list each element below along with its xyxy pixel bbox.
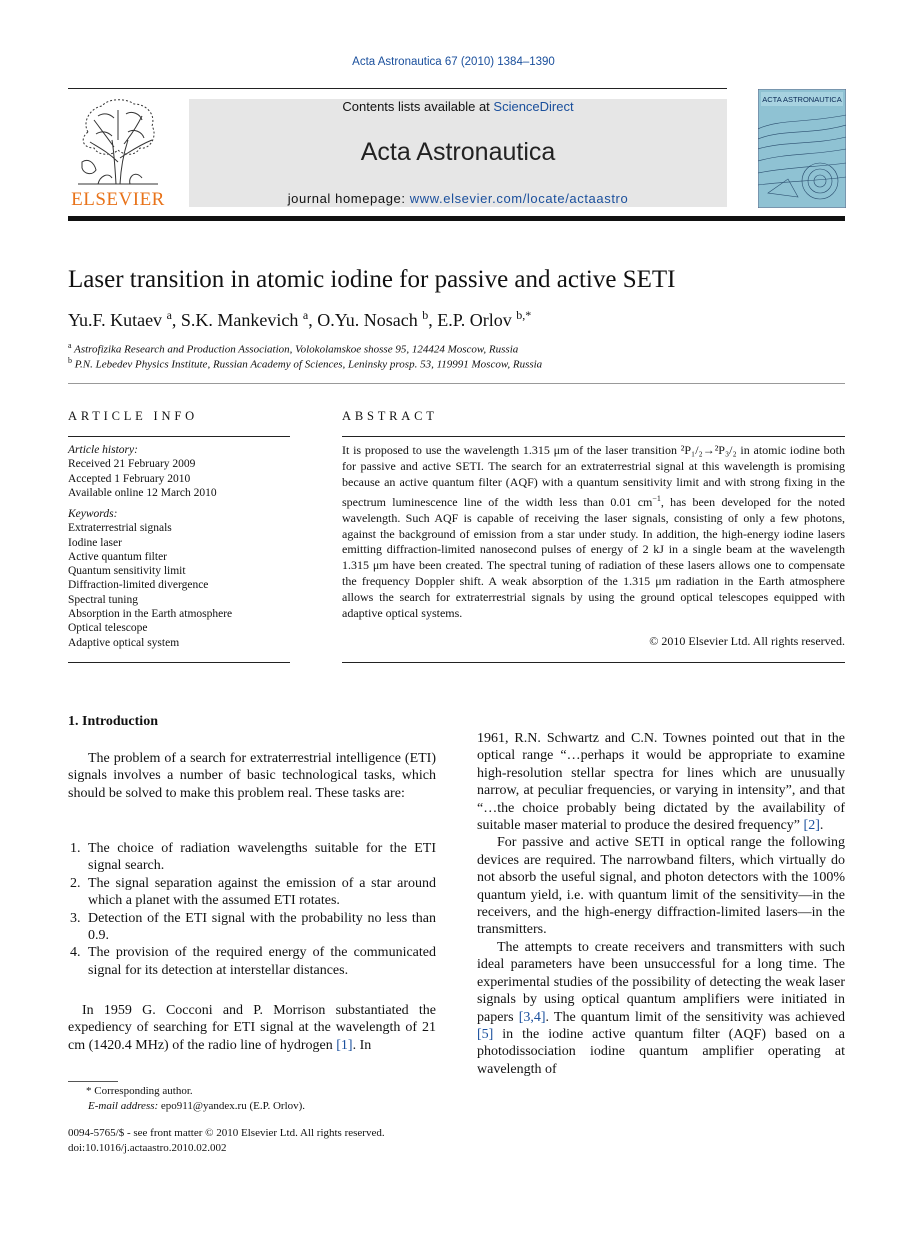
journal-homepage [189,191,727,206]
masthead-rule [68,88,727,89]
abstract-heading: ABSTRACT [342,409,438,423]
paragraph [477,939,845,1078]
issn-line: 0094-5765/$ - see front matter © 2010 Elsevier Ltd. All rights reserved. [68,1127,385,1139]
list-item-text: The provision of the required energy of the communicated signal for its detection at interstellar distances. [88,945,436,978]
keyword: Diffraction-limited divergence [68,579,209,592]
list-item [68,840,436,875]
task-list [68,840,436,979]
affiliation-text: P.N. Lebedev Physics Institute, Russian Academy of Sciences, Leninsky prosp. 53, 119991 Moscow, Russia [74,358,543,371]
affiliation-text: Astrofizika Research and Production Association, Volokolamskoe shosse 95, 124424 Moscow, Russia [74,343,519,356]
author-name[interactable]: S.K. Mankevich [180,310,299,330]
elsevier-logo-text: ELSEVIER [71,189,165,210]
divider [342,436,845,437]
list-number: 4. [70,945,81,961]
affiliation-sup: b [68,356,72,365]
journal-cover-image [758,89,846,208]
author-name[interactable]: O.Yu. Nosach [317,310,418,330]
footnote [68,1084,305,1114]
author-affiliation-sup: b [422,308,429,322]
contents-line [189,99,727,114]
divider [68,436,290,437]
paragraph-text: 1961, R.N. Schwartz and C.N. Townes pointed out that in the optical range “…perhaps it would be appropriate to examine high-resolution stellar spectra for lines which are unusually narrow, at peculiar frequencies, or varying in intensity”, and that “…the choice probably being dictated by the availability of suitable maser material to produce the desired frequency” [477,731,845,834]
laser-transition: ²P₁/₂→²P₃/₂ [680,443,737,457]
abstract-part: , has been developed for the noted wavelength. Such AQF is capable of receiving the laser signals, consisting of only a few photons, against the background of emission from a star under study. In addition, the high-energy iodine lasers emitting diffraction-limited nanosecond pulses of energy of 2 kJ in a single beam at the wavelength 1.315 μm have been created. The spectral tuning of radiation of these lasers allows one to compensate the frequency Doppler shift. A weak absorption of the 1.315 μm radiation in the Earth atmosphere allows the search for extraterrestrial signals by using the ground optical telescopes equipped with adaptive optical systems. [342,494,845,621]
journal-citation[interactable]: Acta Astronautica 67 (2010) 1384–1390 [352,56,555,68]
history-received: Received 21 February 2009 [68,458,196,471]
sciencedirect-link[interactable]: ScienceDirect [493,99,574,114]
list-number: 2. [70,875,81,891]
paragraph [68,1002,436,1054]
article-history [68,443,217,500]
abstract-copyright: © 2010 Elsevier Ltd. All rights reserved. [649,634,845,648]
homepage-prefix: journal homepage: [287,191,410,206]
divider [342,662,845,663]
email-label: E-mail address: [88,1100,159,1112]
homepage-link[interactable]: www.elsevier.com/locate/actaastro [409,191,629,206]
list-item-text: The signal separation against the emission of a star around which a planet with the assumed ETI rotates. [88,875,436,909]
history-label: Article history: [68,444,138,456]
section-heading: 1. Introduction [68,714,158,729]
affiliation-a [68,341,518,356]
abstract-text [342,443,845,622]
abstract-part: It is proposed to use the wavelength 1.315 μm of the laser transition [342,443,681,457]
citation-link[interactable]: [1] [336,1037,353,1053]
list-item [68,875,436,910]
masthead-thick-rule [68,216,845,221]
email-address[interactable]: epo911@yandex.ru (E.P. Orlov). [158,1100,306,1112]
list-item [68,944,436,979]
keyword: Absorption in the Earth atmosphere [68,608,233,621]
article-info-heading: ARTICLE INFO [68,409,198,423]
corresponding-author-note: * Corresponding author. [86,1085,193,1097]
list-item-text: The choice of radiation wavelengths suitable for the ETI signal search. [88,841,436,874]
affiliation-sup: a [68,341,72,350]
divider [68,662,290,663]
unit-superscript: −1 [652,493,661,503]
list-item-text: Detection of the ETI signal with the probability no less than 0.9. [88,910,436,944]
citation-link[interactable]: [5] [477,1026,494,1042]
keyword: Optical telescope [68,622,148,635]
paragraph-text: . The quantum limit of the sensitivity was achieved [545,1009,845,1025]
list-number: 1. [70,841,81,856]
paragraph [477,730,845,834]
abstract-part: in atomic iodine both for passive and active SETI. The search for an extraterrestrial signal at this wavelength is promising because an active quantum filter (AQF) with a quantum sensitivity limit and with strong fixing in the spectrum luminescence line of the width less than 0.01 cm [342,443,845,509]
contents-prefix: Contents lists available at [342,99,494,114]
doi-line[interactable]: doi:10.1016/j.actaastro.2010.02.002 [68,1142,227,1154]
author-name[interactable]: E.P. Orlov [437,310,512,330]
keyword: Extraterrestrial signals [68,522,172,535]
paragraph-text: . In [352,1037,372,1053]
citation-link[interactable]: [2] [803,818,820,834]
history-accepted: Accepted 1 February 2010 [68,472,191,485]
paragraph: The problem of a search for extraterrestrial intelligence (ETI) signals involves a number of basic technological tasks, which should be solved to make this problem real. These tasks are: [68,751,436,801]
author-affiliation-sup: a [302,308,309,322]
footer-copyright [68,1126,385,1156]
paragraph-text: The attempts to create receivers and transmitters with such ideal parameters have been unsuccessful for a long time. The experimental studies of the possibility of detecting the weak laser signals by using optical quantum amplifiers were initiated in papers [477,939,845,1025]
list-item [68,910,436,945]
author-name[interactable]: Yu.F. Kutaev [68,310,163,330]
paragraph-text: In 1959 G. Cocconi and P. Morrison substantiated the expediency of searching for ETI signal at the wavelength of 21 cm (1420.4 MHz) of the radio line of hydrogen [68,1003,436,1053]
journal-title: Acta Astronautica [360,138,556,166]
svg-text:ACTA ASTRONAUTICA: ACTA ASTRONAUTICA [762,95,842,104]
keywords-list [68,507,232,650]
paragraph-text: . [819,818,824,834]
divider [68,383,845,384]
history-online: Available online 12 March 2010 [68,486,217,499]
paragraph-text: in the iodine active quantum filter (AQF) based on a photodissociation iodine quantum amplifier operating at wavelength of [477,1026,845,1077]
footnote-rule [68,1081,118,1082]
keyword: Adaptive optical system [68,636,180,649]
citation-link[interactable]: [3,4] [518,1009,546,1025]
paragraph: For passive and active SETI in optical range the following devices are required. The narrowband filters, which virtually do not absorb the useful signal, and photon detectors with the 100% quantum yield, i.e. with quantum limit of the sensitivity—in the receivers, and the high-energy diffraction-limited lasers—in the transmitters. [477,835,845,938]
keyword: Iodine laser [68,536,122,549]
list-number: 3. [70,910,81,926]
right-column [477,730,845,1078]
keyword: Active quantum filter [68,550,167,563]
keyword: Quantum sensitivity limit [68,565,186,578]
author-affiliation-sup: a [166,308,172,322]
affiliation-b [68,356,542,371]
article-title: Laser transition in atomic iodine for passive and active SETI [68,266,676,293]
author-list: Yu.F. Kutaev $^a$, S.K. Mankevich $^a$, O.Yu. Nosach $^b$, E.P. Orlov $^{b,*}$ [68,308,532,330]
keywords-label: Keywords: [68,508,118,520]
keyword: Spectral tuning [68,593,138,606]
author-affiliation-sup: b,* [516,308,532,322]
